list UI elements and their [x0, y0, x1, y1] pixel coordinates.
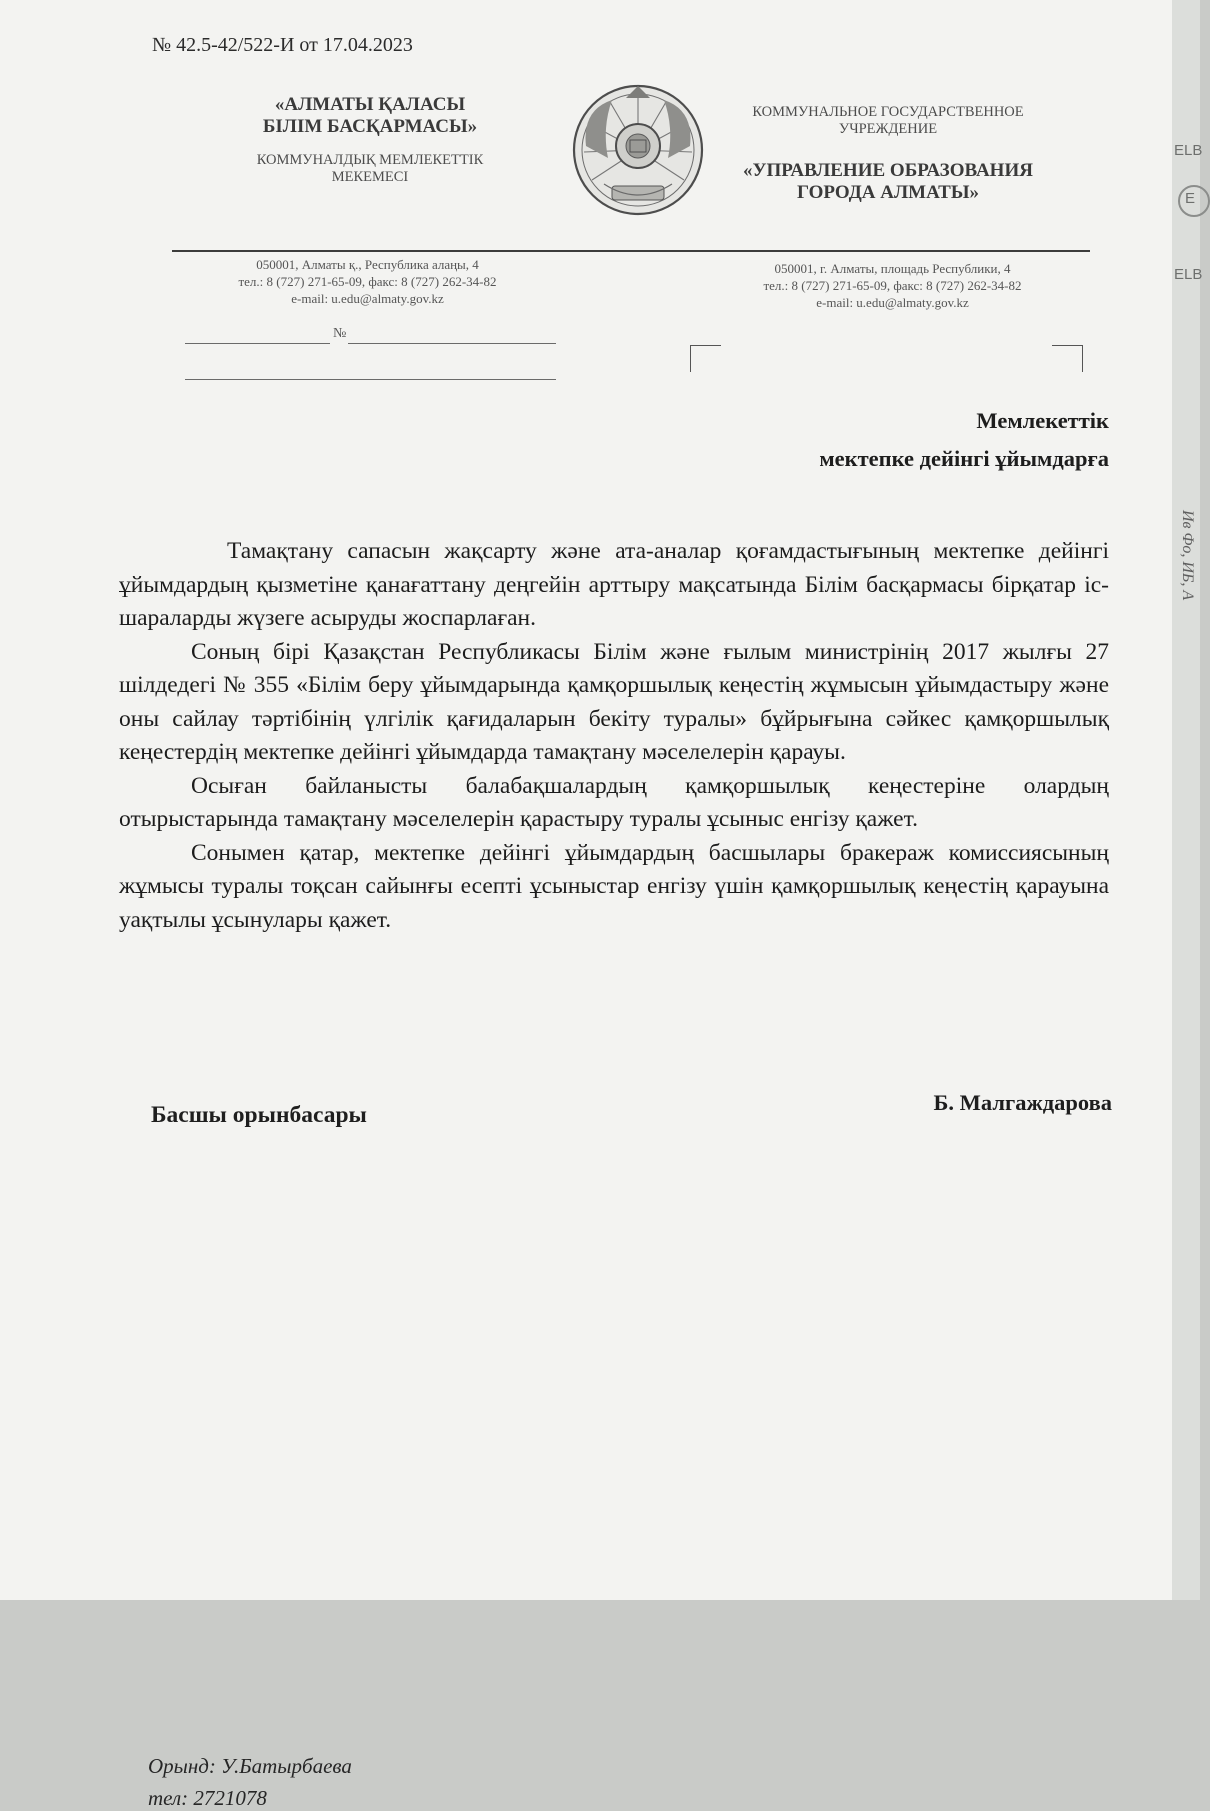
ru-org-name	[718, 160, 1058, 204]
ru-org-name-line2: ГОРОДА АЛМАТЫ»	[797, 182, 979, 203]
kz-address-block	[195, 256, 540, 307]
kz-address-line3: e-mail: u.edu@almaty.gov.kz	[291, 291, 444, 306]
signer-name: Б. Малгаждарова	[933, 1090, 1112, 1115]
strip-mark-2: E	[1185, 190, 1196, 207]
addressee-line1: Мемлекеттік	[976, 408, 1109, 433]
body-paragraph-1: Тамақтану сапасын жақсарту және ата-аналар қоғамдастығының мектепке дейінгі ұйымдардың қызметіне қанағаттану деңгейін арттыру мақсатында Білім басқармасы бірқатар іс-шараларды жүзеге асыруды жоспарлаған.	[119, 538, 1109, 631]
strip-vertical-text: Ив Фо, ИБ, А	[1179, 510, 1196, 601]
reference-extra-line	[185, 379, 556, 380]
addressee-corner-right	[1052, 345, 1083, 372]
reference-date-line	[185, 343, 330, 344]
executor-name: Орынд: У.Батырбаева	[148, 1754, 352, 1778]
ru-address-line2: тел.: 8 (727) 271-65-09, факс: 8 (727) 262-34-82	[763, 278, 1022, 293]
kz-org-name	[205, 94, 535, 138]
strip-mark-1: ELB	[1174, 142, 1203, 159]
body-paragraph-4: Сонымен қатар, мектепке дейінгі ұйымдардың басшылары бракераж комиссиясының жұмысы туралы тоқсан сайынғы есепті ұсыныстар енгізу үшін қамқоршылық кеңестің қарауына уақтылы ұсынулары қажет.	[119, 839, 1109, 933]
ru-address-line3: e-mail: u.edu@almaty.gov.kz	[816, 295, 969, 310]
kz-org-type-line2: МЕКЕМЕСІ	[331, 169, 409, 185]
body-paragraph-3: Осыған байланысты балабақшалардың қамқоршылық кеңестеріне олардың отырыстарында тамақтану мәселелерін қарастыру туралы ұсыныс енгізу қажет.	[119, 772, 1109, 832]
addressee-block	[819, 402, 1109, 478]
strip-mark-3: ELB	[1174, 266, 1203, 283]
reference-number-line	[348, 343, 556, 344]
signer-title: Басшы орынбасары	[151, 1102, 367, 1128]
adjacent-page-strip	[1172, 0, 1203, 1600]
addressee-line2: мектепке дейінгі ұйымдарға	[819, 446, 1109, 471]
ru-org-name-line1: «УПРАВЛЕНИЕ ОБРАЗОВАНИЯ	[743, 160, 1033, 181]
kz-org-type	[210, 152, 530, 186]
state-emblem-icon	[568, 80, 708, 220]
document-number: № 42.5-42/522-И от 17.04.2023	[152, 34, 413, 56]
header-divider	[172, 250, 1090, 252]
ru-address-block	[720, 260, 1065, 311]
ru-org-type	[718, 104, 1058, 138]
kz-org-name-line2: БІЛІМ БАСҚАРМАСЫ»	[262, 116, 478, 137]
executor-phone: тел: 2721078	[148, 1786, 267, 1810]
ru-org-type-line1: КОММУНАЛЬНОЕ ГОСУДАРСТВЕННОЕ	[752, 104, 1024, 120]
ru-address-line1: 050001, г. Алматы, площадь Республики, 4	[774, 261, 1011, 276]
body-paragraph-2: Соның бірі Қазақстан Республикасы Білім және ғылым министрінің 2017 жылғы 27 шілдедегі № 355 «Білім беру ұйымдарында қамқоршылық кеңестің жұмысын ұйымдастыру және оны сайлау тәртібінің үлгілік қағидаларын бекіту туралы» бұйрығына сәйкес қамқоршылық кеңестердің мектепке дейінгі ұйымдарда тамақтану мәселелерін қарауы.	[119, 638, 1109, 765]
kz-org-name-line1: «АЛМАТЫ ҚАЛАСЫ	[274, 94, 466, 115]
reference-number-mark: №	[333, 326, 347, 341]
kz-address-line2: тел.: 8 (727) 271-65-09, факс: 8 (727) 262-34-82	[238, 274, 497, 289]
ru-org-type-line2: УЧРЕЖДЕНИЕ	[838, 121, 938, 137]
kz-org-type-line1: КОММУНАЛДЫҚ МЕМЛЕКЕТТІК	[256, 152, 484, 168]
kz-address-line1: 050001, Алматы қ., Республика алаңы, 4	[256, 257, 479, 272]
addressee-corner-left	[690, 345, 721, 372]
letter-body	[119, 535, 1109, 937]
